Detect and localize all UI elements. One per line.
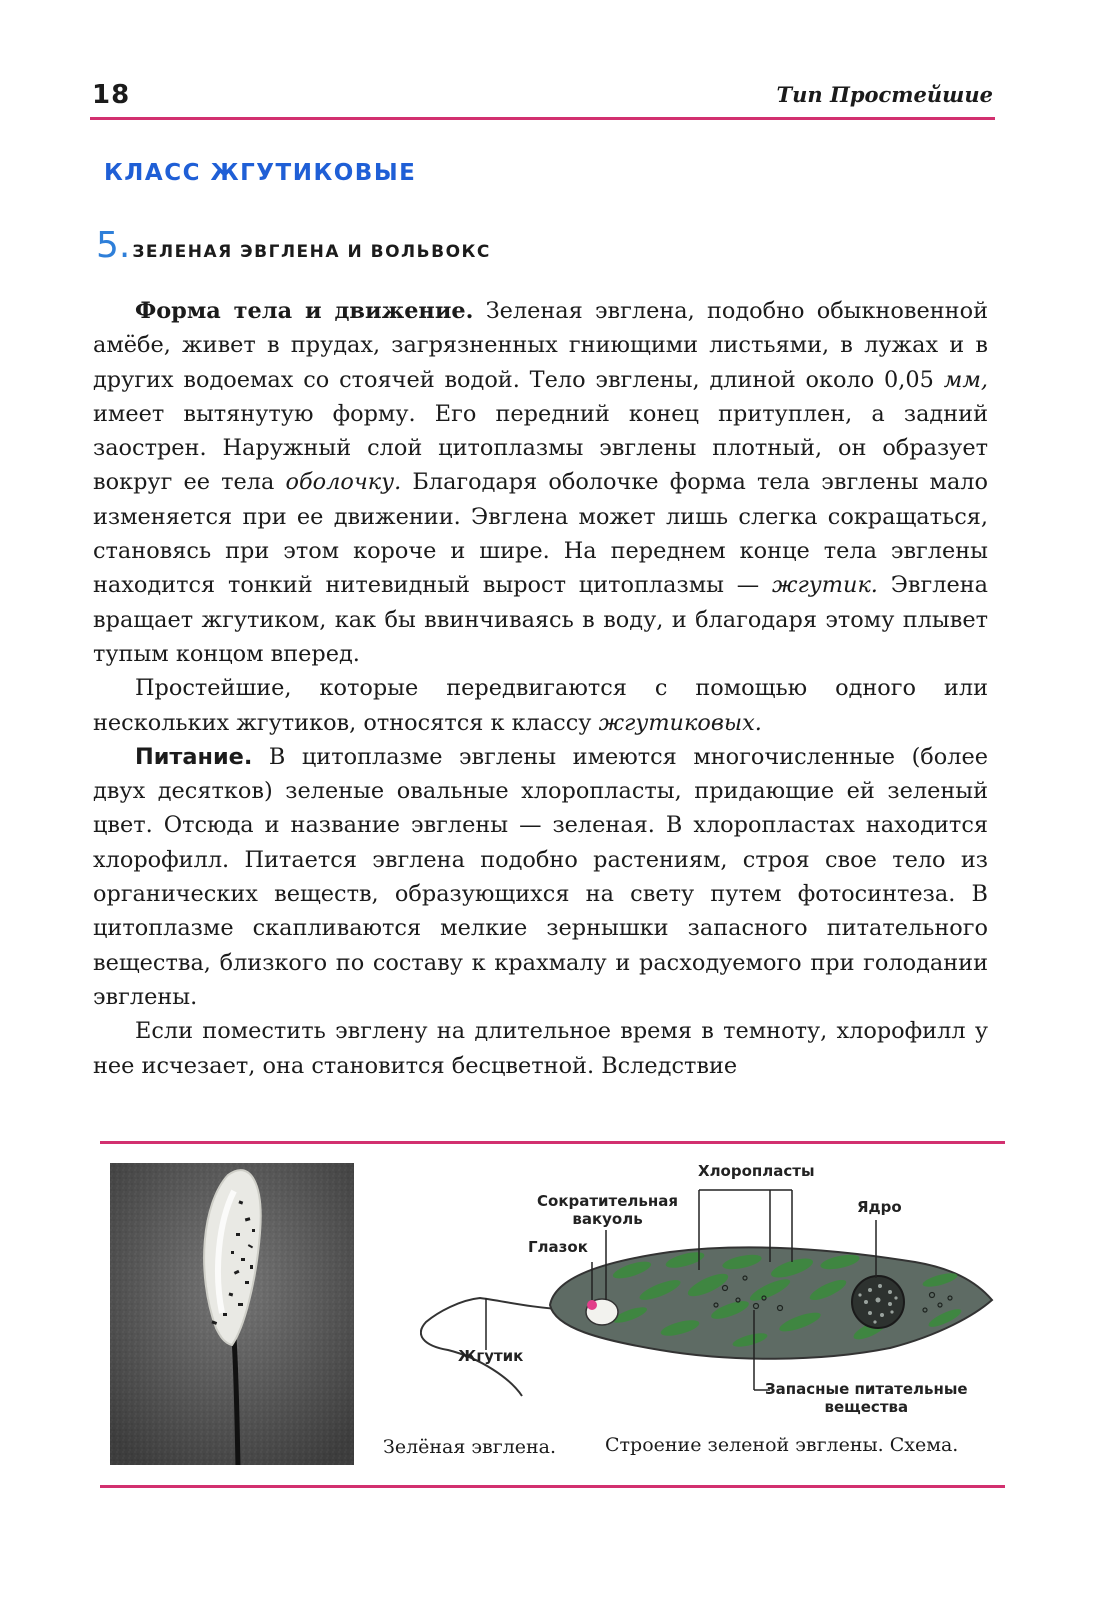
running-head: Тип Простейшие — [776, 82, 993, 107]
text-run: Эвглена вращает жгутиком, как бы ввинчиваясь в воду, и благодаря этому плывет тупым концом вперед. — [93, 572, 989, 667]
italic-term: жгутиковых. — [598, 709, 762, 736]
label-contractile-vacuole — [537, 1192, 678, 1228]
photo-caption: Зелёная эвглена. — [383, 1436, 557, 1458]
label-flagellum: Жгутик — [458, 1347, 524, 1365]
figure-top-rule — [100, 1141, 1005, 1144]
runin-heading-form: Форма тела и движение. — [135, 298, 474, 324]
text-run: В цитоплазме эвглены имеются многочисленные (более двух десятков) зеленые овальные хлоропласты, придающие ей зеленый цвет. Отсюда и название эвглены — зеленая. В хлоропластах находится хлорофилл. Питается эвглена подобно растениям, строя свое тело из органических веществ, образующихся на свету путем фотосинтеза. В цитоплазме скапливаются мелкие зернышки запасного питательного вещества, близкого по составу к крахмалу и расходуемого при голодании эвглены. — [93, 743, 988, 1010]
paragraph-nutrition — [93, 740, 988, 1014]
body-text — [93, 294, 988, 1083]
paragraph-body-form — [93, 294, 988, 671]
euglena-photo — [110, 1163, 354, 1465]
paragraph-flagellates — [93, 671, 988, 740]
text-run: имеет вытянутую форму. Его передний конец притуплен, а задний заострен. Наружный слой цитоплазмы эвглены плотный, он образует вокруг ее тела — [93, 400, 988, 496]
runin-heading-nutrition: Питание. — [135, 743, 253, 770]
label-line: Сократительная — [537, 1192, 679, 1210]
class-heading: КЛАСС ЖГУТИКОВЫЕ — [104, 160, 417, 186]
label-line: Запасные питательные — [765, 1380, 968, 1398]
euglena-diagram — [420, 1150, 1010, 1440]
italic-term: жгутик. — [772, 572, 878, 599]
label-chloroplasts: Хлоропласты — [698, 1162, 815, 1180]
text-run: Если поместить эвглену на длительное время в темноту, хлорофилл у нее исчезает, она становится бесцветной. Вследствие — [93, 1018, 988, 1079]
text-run: Простейшие, которые передвигаются с помощью одного или нескольких жгутиков, относятся к классу — [93, 675, 988, 736]
section-heading — [96, 225, 491, 266]
section-number: 5. — [96, 225, 131, 266]
paragraph-darkness — [93, 1014, 988, 1083]
header-rule — [90, 117, 995, 120]
label-reserve-substances — [765, 1380, 968, 1416]
label-eyespot: Глазок — [528, 1238, 588, 1256]
page-number: 18 — [92, 80, 131, 110]
text-run: Зеленая эвглена, подобно обыкновенной амёбе, живет в прудах, загрязненных гниющими листьями, в лужах и в других водоемах со стоячей водой. Тело эвглены, длиной около 0,05 — [93, 298, 989, 393]
italic-term: оболочку. — [285, 469, 402, 496]
label-line: вакуоль — [572, 1210, 643, 1228]
text-run: Благодаря оболочке форма тела эвглены мало изменяется при ее движении. Эвглена может лишь слегка сокращаться, становясь при этом короче и шире. На переднем конце тела эвглены находится тонкий нитевидный вырост цитоплазмы — — [93, 469, 989, 599]
section-title: ЗЕЛЕНАЯ ЭВГЛЕНА И ВОЛЬВОКС — [132, 242, 491, 262]
figure-bottom-rule — [100, 1485, 1005, 1488]
diagram-caption: Строение зеленой эвглены. Схема. — [605, 1434, 959, 1456]
label-line: вещества — [824, 1398, 909, 1416]
italic-term: мм, — [943, 366, 988, 393]
label-nucleus: Ядро — [857, 1198, 902, 1216]
